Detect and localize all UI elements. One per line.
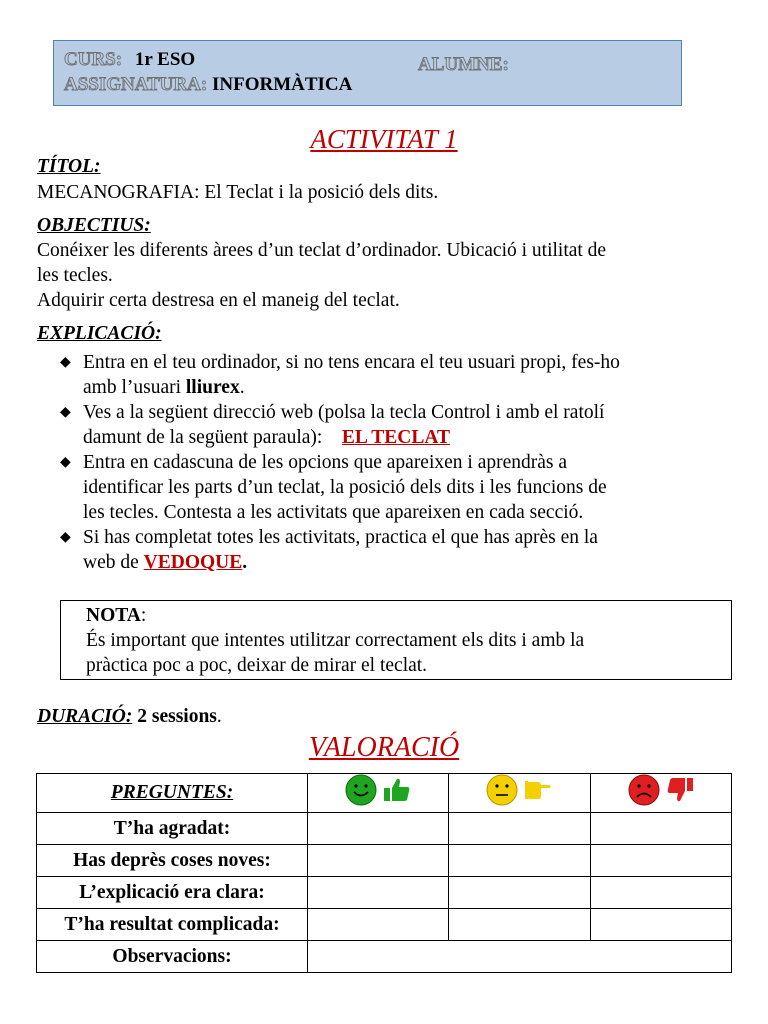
thumbs-down-icon: [666, 777, 694, 803]
bullet-4-line1: Si has completat totes les activitats, practica el que has après en la: [83, 527, 598, 548]
bullet-2-pre: damunt de la següent paraula):: [83, 427, 323, 448]
assignatura-value: INFORMÀTICA: [211, 74, 353, 95]
rating-cell[interactable]: [308, 877, 449, 909]
thumbs-up-icon: [383, 777, 411, 803]
nota-colon: :: [140, 605, 147, 626]
bullet-4-post: .: [242, 552, 248, 573]
lliurex-user: lliurex: [185, 377, 240, 398]
header-box: [53, 40, 682, 106]
assignatura-row: [64, 74, 352, 96]
objectius-line3: Adquirir certa destresa en el maneig del teclat.: [37, 290, 400, 311]
nota-box: [60, 600, 732, 680]
diamond-bullet-icon: ◆: [60, 530, 71, 545]
rating-good-header: [308, 774, 449, 813]
duracio-row: [37, 706, 222, 728]
curs-label: CURS:: [64, 49, 123, 70]
question-3: L’explicació era clara:: [37, 877, 308, 909]
objectius-line1: Conéixer les diferents àrees d’un teclat d’ordinador. Ubicació i utilitat de: [37, 240, 607, 261]
rating-cell[interactable]: [590, 877, 731, 909]
curs-row: [64, 49, 195, 71]
question-1: T’ha agradat:: [37, 813, 308, 845]
explicacio-heading: EXPLICACIÓ:: [37, 323, 162, 344]
activity-title: ACTIVITAT 1: [310, 124, 458, 154]
bullet-1-post: .: [239, 377, 245, 398]
alumne-label: ALUMNE:: [418, 54, 509, 75]
yellow-neutral-icon: [486, 774, 518, 806]
bullet-1-line1: Entra en el teu ordinador, si no tens encara el teu usuari propi, fes-ho: [83, 352, 620, 373]
alumne-row: [418, 54, 509, 76]
table-row: [37, 909, 732, 941]
objectius-line2: les tecles.: [37, 265, 113, 286]
bullet-3-line2: identificar les parts d’un teclat, la posició dels dits i les funcions de: [83, 477, 607, 498]
bullet-4-pre: web de: [83, 552, 144, 573]
list-item: [58, 525, 738, 575]
diamond-bullet-icon: ◆: [60, 355, 71, 370]
titol-text: MECANOGRAFIA: El Teclat i la posició dels dits.: [37, 182, 439, 203]
bullet-1-pre: amb l’usuari: [83, 377, 186, 398]
table-row: [37, 813, 732, 845]
duracio-label: DURACIÓ:: [37, 706, 133, 727]
rating-cell[interactable]: [590, 909, 731, 941]
assignatura-label: ASSIGNATURA:: [64, 74, 208, 95]
rating-cell[interactable]: [449, 845, 590, 877]
vedoque-link[interactable]: VEDOQUE: [143, 552, 243, 573]
bullet-2-line2: [83, 425, 738, 450]
pointing-hand-icon: [524, 777, 552, 803]
list-item: [58, 450, 738, 525]
el-teclat-link[interactable]: EL TECLAT: [341, 427, 451, 448]
green-smile-icon: [345, 774, 377, 806]
explicacio-list: [58, 350, 738, 575]
titol-heading: TÍTOL:: [37, 156, 101, 177]
diamond-bullet-icon: ◆: [60, 405, 71, 420]
duracio-value: 2 sessions: [137, 706, 217, 727]
preguntes-header: PREGUNTES:: [37, 774, 308, 813]
list-item: [58, 400, 738, 450]
table-row: [37, 941, 732, 973]
bullet-3-line1: Entra en cadascuna de les opcions que apareixen i aprendràs a: [83, 452, 568, 473]
bullet-4-line2: [83, 550, 738, 575]
bullet-1-line2: [83, 375, 738, 400]
rating-cell[interactable]: [449, 877, 590, 909]
rating-cell[interactable]: [449, 909, 590, 941]
nota-label: NOTA: [86, 605, 141, 626]
rating-cell[interactable]: [308, 845, 449, 877]
table-row: [37, 877, 732, 909]
bullet-3-line3: les tecles. Contesta a les activitats que apareixen en cada secció.: [83, 502, 584, 523]
table-row: [37, 845, 732, 877]
question-4: T’ha resultat complicada:: [37, 909, 308, 941]
nota-label-row: [86, 603, 706, 628]
duracio-post: .: [216, 706, 222, 727]
valoracio-table: [36, 773, 732, 973]
table-header-row: [37, 774, 732, 813]
rating-cell[interactable]: [308, 909, 449, 941]
observacions-label: Observacions:: [37, 941, 308, 973]
objectius-heading: OBJECTIUS:: [37, 215, 151, 236]
list-item: [58, 350, 738, 400]
rating-cell[interactable]: [308, 813, 449, 845]
diamond-bullet-icon: ◆: [60, 455, 71, 470]
rating-neutral-header: [449, 774, 590, 813]
red-frown-icon: [628, 774, 660, 806]
rating-cell[interactable]: [590, 845, 731, 877]
nota-line1: És important que intentes utilitzar correctament els dits i amb la: [86, 630, 585, 651]
observacions-field[interactable]: [308, 941, 732, 973]
nota-line2: pràctica poc a poc, deixar de mirar el teclat.: [86, 655, 428, 676]
rating-cell[interactable]: [449, 813, 590, 845]
rating-cell[interactable]: [590, 813, 731, 845]
curs-value: 1r ESO: [134, 49, 196, 70]
rating-bad-header: [590, 774, 731, 813]
valoracio-title: VALORACIÓ: [308, 732, 460, 763]
bullet-2-line1: Ves a la següent direcció web (polsa la tecla Control i amb el ratolí: [83, 402, 605, 423]
question-2: Has deprès coses noves:: [37, 845, 308, 877]
